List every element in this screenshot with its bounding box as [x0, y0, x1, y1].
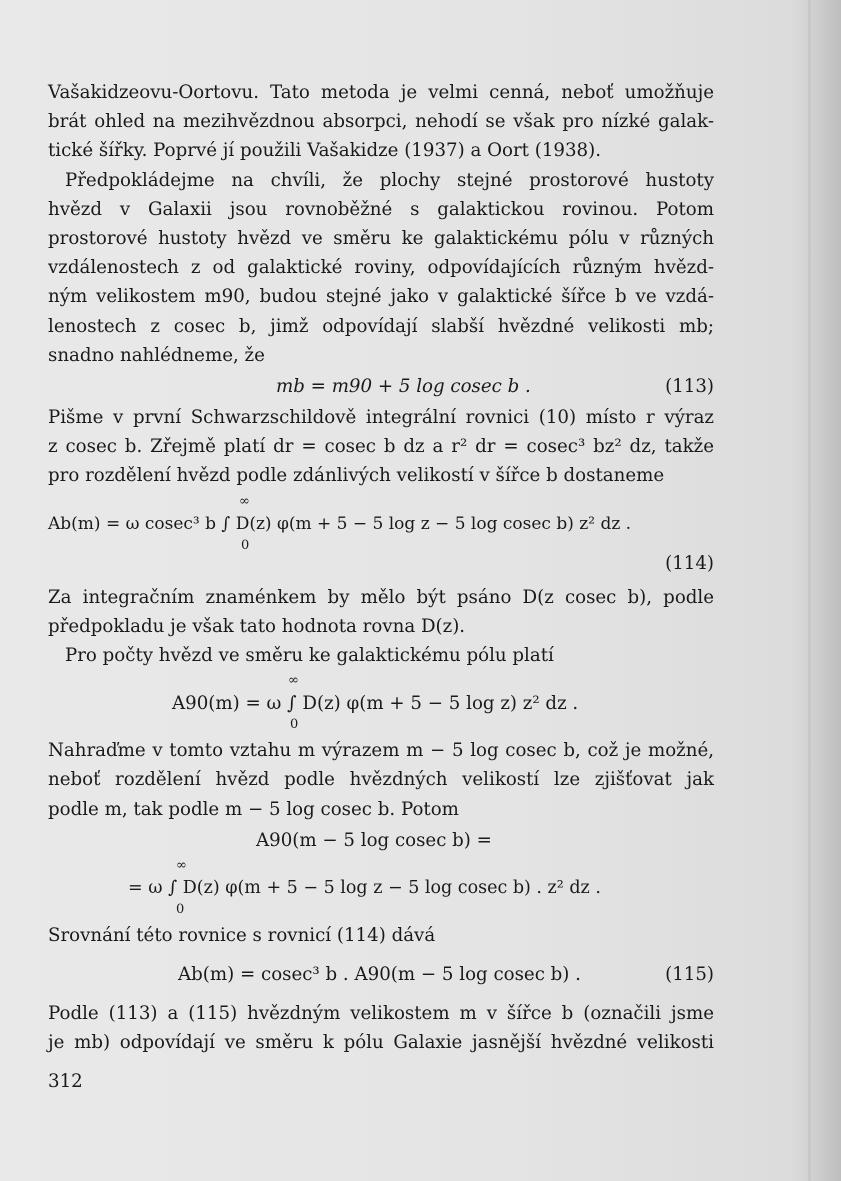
- text-line: podle m, tak podle m − 5 log cosec b. Potom: [48, 798, 459, 820]
- equation-substitution-lhs: [48, 826, 714, 855]
- equation-body: = ω ∫ D(z) φ(m + 5 − 5 log z − 5 log cosec b) . z² dz .: [128, 877, 601, 898]
- equation-115: [48, 960, 714, 989]
- text-line: Pro počty hvězd ve směru ke galaktickému pólu platí: [65, 645, 554, 667]
- text-line: lenostech z cosec b, jimž odpovídají slabší hvězdné velikosti mb;: [48, 315, 714, 337]
- text-line: ným velikostem m90, budou stejné jako v galaktické šířce b ve vzdá-: [48, 286, 714, 308]
- paragraph-7: [48, 921, 714, 950]
- text-line: pro rozdělení hvězd podle zdánlivých velikostí v šířce b dostaneme: [48, 465, 665, 487]
- equation-body: A90(m) = ω ∫ D(z) φ(m + 5 − 5 log z) z² dz .: [172, 693, 579, 715]
- integral-upper-limit: ∞: [176, 857, 187, 873]
- text-line: Podle (113) a (115) hvězdným velikostem m v šířce b (označili jsme: [48, 1003, 714, 1025]
- integral-lower-limit: 0: [176, 901, 185, 917]
- paragraph-2: [48, 166, 714, 370]
- text-line: snadno nahlédneme, že: [48, 344, 265, 366]
- text-line: je mb) odpovídají ve směru k pólu Galaxie jasnější hvězdné velikosti: [48, 1032, 714, 1054]
- paragraph-1: [48, 78, 714, 166]
- text-line: Vašakidzeovu-Oortovu. Tato metoda je velmi cenná, neboť umožňuje: [48, 82, 714, 103]
- text-line: neboť rozdělení hvězd podle hvězdných velikostí lze zjišťovat jak: [48, 769, 714, 791]
- text-line: Nahraďme v tomto vztahu m výrazem m − 5 log cosec b, což je možné,: [48, 740, 714, 762]
- text-line: prostorové hustoty hvězd ve směru ke galaktickému pólu v různých: [48, 228, 714, 250]
- page-number: 312: [48, 1071, 83, 1092]
- text-line: vzdálenostech z od galaktické roviny, odpovídajících různým hvězd-: [48, 257, 714, 279]
- paragraph-8: [48, 999, 714, 1057]
- equation-number: (114): [665, 552, 714, 574]
- equation-a90: [48, 672, 714, 734]
- equation-body: Ab(m) = ω cosec³ b ∫ D(z) φ(m + 5 − 5 log z − 5 log cosec b) z² dz .: [48, 513, 632, 534]
- equation-114: [48, 493, 714, 581]
- integral-upper-limit: ∞: [239, 493, 250, 509]
- paragraph-4: [48, 583, 714, 641]
- text-line: Srovnání této rovnice s rovnicí (114) dává: [48, 924, 436, 946]
- integral-upper-limit: ∞: [288, 673, 299, 689]
- text-line: předpokladu je však tato hodnota rovna D(z).: [48, 615, 466, 637]
- integral-lower-limit: 0: [290, 717, 299, 733]
- text-line: Předpokládejme na chvíli, že plochy stejné prostorové hustoty: [65, 169, 714, 191]
- text-column: [48, 78, 714, 1057]
- text-line: hvězd v Galaxii jsou rovnoběžné s galaktickou rovinou. Potom: [48, 198, 714, 220]
- text-line: Pišme v první Schwarzschildově integrální rovnici (10) místo r výraz: [48, 407, 714, 429]
- equation-substitution-rhs: [48, 857, 714, 919]
- equation-113: [48, 372, 714, 401]
- text-line: Za integračním znaménkem by mělo být psáno D(z cosec b), podle: [48, 586, 714, 608]
- paragraph-3: [48, 403, 714, 491]
- text-line: brát ohled na mezihvězdnou absorpci, nehodí se však pro nízké galak-: [48, 111, 714, 133]
- equation-body: mb = m90 + 5 log cosec b .: [276, 376, 531, 398]
- text-line: z cosec b. Zřejmě platí dr = cosec b dz a r² dr = cosec³ bz² dz, takže: [48, 436, 714, 458]
- page-spine-shadow: [808, 0, 811, 1181]
- paragraph-6: [48, 736, 714, 824]
- equation-body: A90(m − 5 log cosec b) =: [256, 829, 492, 851]
- paragraph-5: [48, 641, 714, 670]
- equation-number: (113): [665, 376, 714, 398]
- text-line: tické šířky. Poprvé jí použili Vašakidze (1937) a Oort (1938).: [48, 140, 602, 162]
- integral-lower-limit: 0: [241, 537, 250, 553]
- equation-number: (115): [665, 964, 714, 986]
- equation-body: Ab(m) = cosec³ b . A90(m − 5 log cosec b) .: [178, 964, 581, 986]
